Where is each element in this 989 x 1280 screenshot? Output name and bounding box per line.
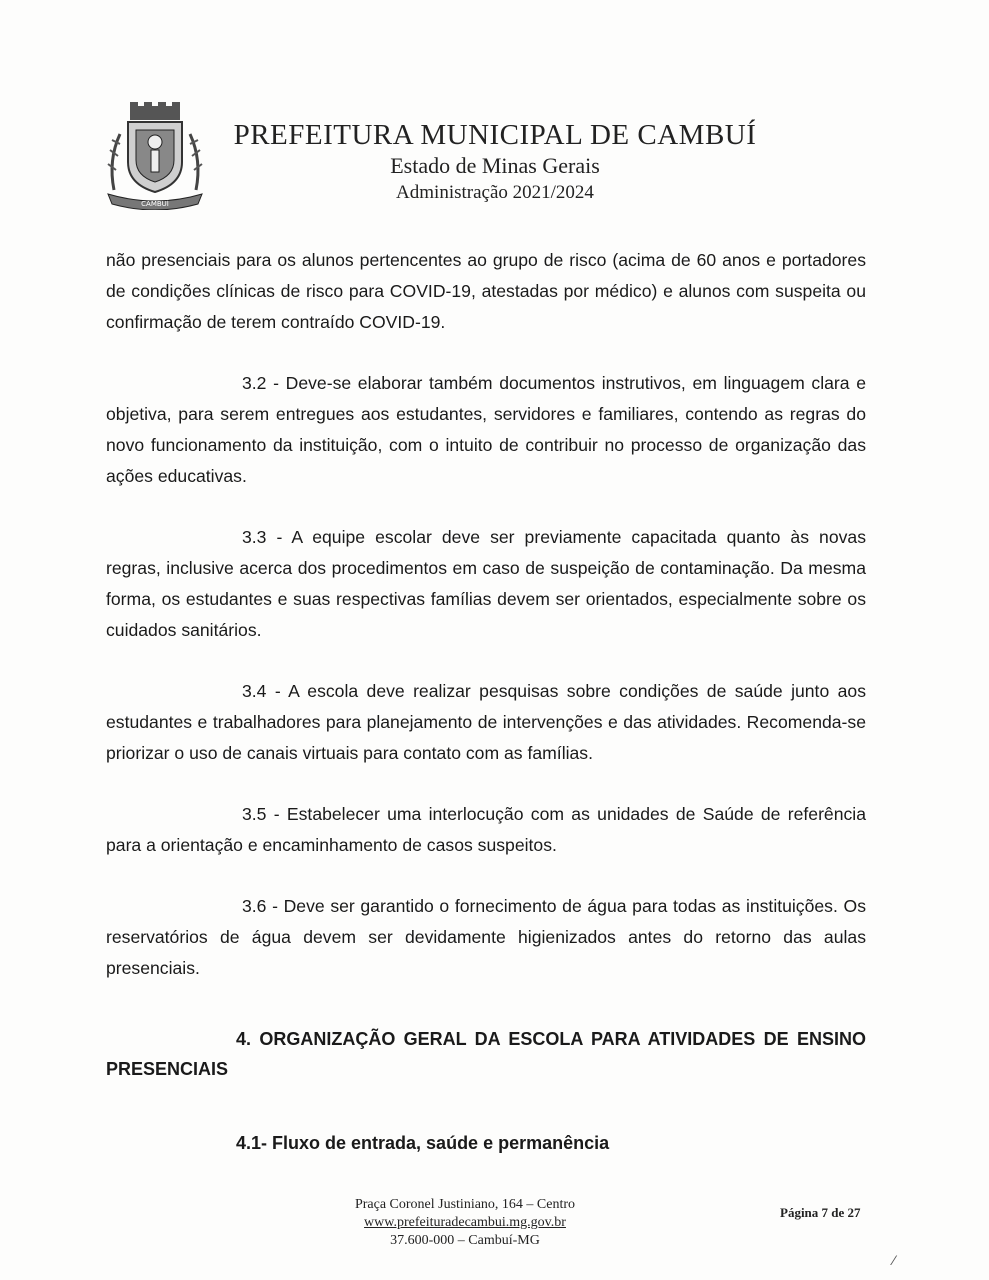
paragraph-continuation: não presenciais para os alunos pertencentes ao grupo de risco (acima de 60 anos e portadores de condições clínicas de risco para COVID-19, atestadas por médico) e alunos com suspeita ou confirmação de terem contraído COVID-19. [106, 250, 866, 332]
document-body [106, 245, 866, 1159]
paragraph-3-3: 3.3 - A equipe escolar deve ser previamente capacitada quanto às novas regras, inclusive acerca dos procedimentos em caso de suspeição de contaminação. Da mesma forma, os estudantes e suas respectivas famílias devem ser orientados, especialmente sobre os cuidados sanitários. [106, 527, 866, 640]
footer-address: Praça Coronel Justiniano, 164 – Centro [354, 1197, 576, 1212]
svg-text:CAMBUÍ: CAMBUÍ [141, 200, 169, 208]
paragraph-3-4: 3.4 - A escola deve realizar pesquisas sobre condições de saúde junto aos estudantes e trabalhadores para planejamento de intervenções e das atividades. Recomenda-se priorizar o uso de canais virtuais para contato com as famílias. [106, 681, 866, 763]
letterhead [100, 100, 880, 210]
subsection-4-1-heading: 4.1- Fluxo de entrada, saúde e permanência [236, 1133, 610, 1153]
paragraph-3-2: 3.2 - Deve-se elaborar também documentos instrutivos, em linguagem clara e objetiva, para serem entregues aos estudantes, servidores e familiares, contendo as regras do novo funcionamento da instituição, com o intuito de contribuir no processo de organização das ações educativas. [106, 373, 866, 486]
paragraph-3-6: 3.6 - Deve ser garantido o fornecimento de água para todas as instituições. Os reservatórios de água devem ser devidamente higienizados antes do retorno das aulas presenciais. [106, 896, 866, 978]
footer-postal-code: 37.600-000 – Cambuí-MG [390, 1233, 540, 1248]
footer-website-link[interactable]: www.prefeituradecambui.mg.gov.br [364, 1215, 566, 1230]
footer-address-block [300, 1196, 630, 1250]
paragraph-3-5: 3.5 - Estabelecer uma interlocução com as unidades de Saúde de referência para a orientação e encaminhamento de casos suspeitos. [106, 804, 866, 855]
state-name: Estado de Minas Gerais [390, 153, 600, 178]
municipal-crest-icon [100, 100, 210, 210]
page-number: Página 7 de 27 [780, 1205, 861, 1220]
section-4-heading: 4. ORGANIZAÇÃO GERAL DA ESCOLA PARA ATIVIDADES DE ENSINO PRESENCIAIS [106, 1029, 866, 1079]
municipality-title: PREFEITURA MUNICIPAL DE CAMBUÍ [233, 119, 757, 151]
pen-mark: ⁄ [893, 1252, 896, 1268]
administration-period: Administração 2021/2024 [396, 182, 594, 203]
